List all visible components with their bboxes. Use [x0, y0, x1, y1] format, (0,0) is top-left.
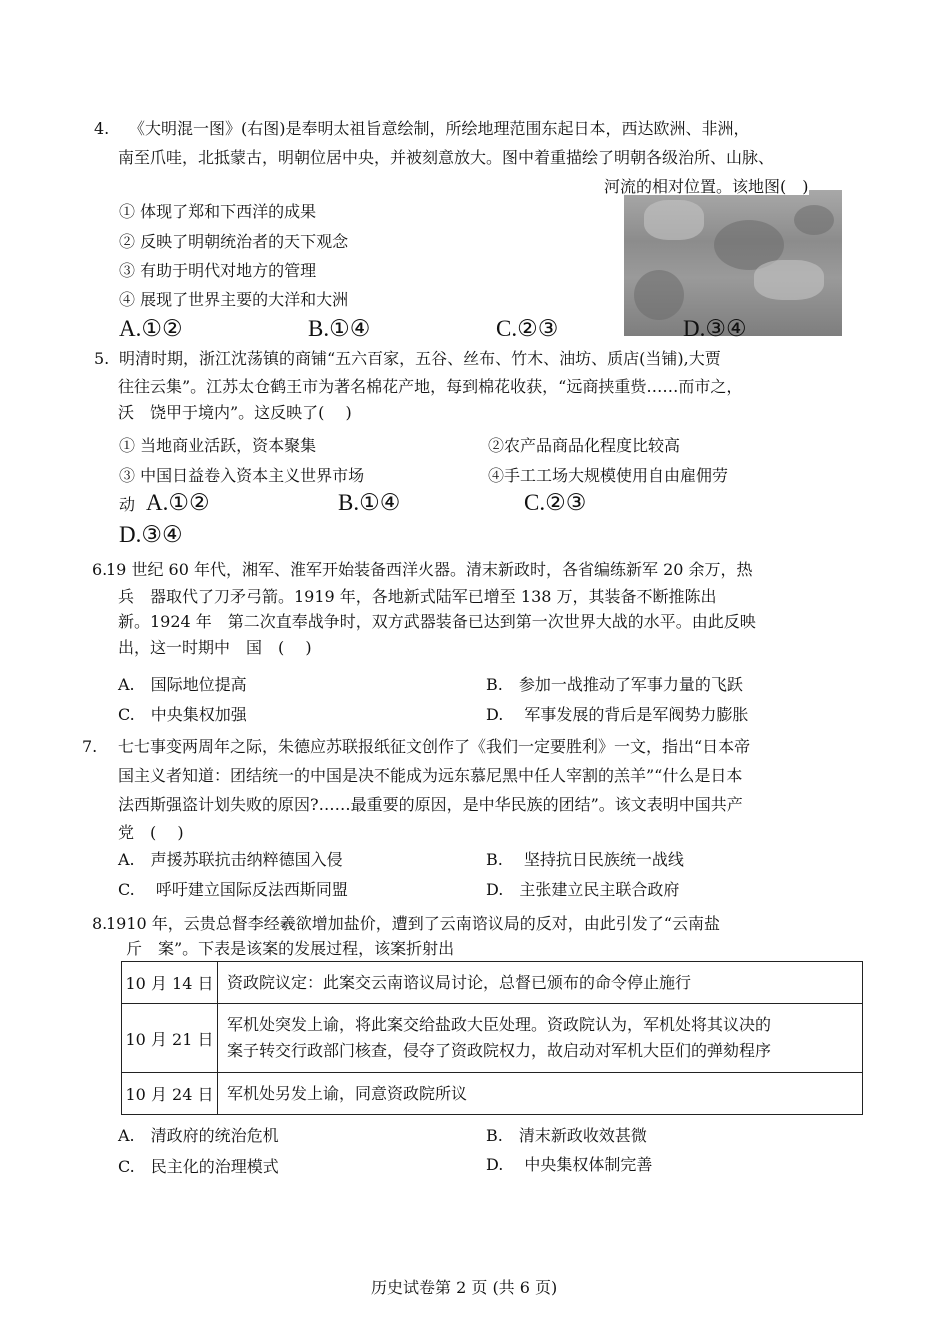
table-row: [122, 962, 863, 1004]
table-date-cell: 10 月 21 日: [122, 1004, 218, 1073]
q8-stem-line2: 斤 案”。下表是该案的发展过程，该案折射出: [126, 939, 455, 958]
q7-option-a[interactable]: A. 声援苏联抗击纳粹德国入侵: [118, 850, 343, 869]
q8-option-d[interactable]: D. 中央集权体制完善: [486, 1155, 653, 1174]
q8-stem-line1: 1910 年，云贵总督李经羲欲增加盐价，遭到了云南谘议局的反对，由此引发了“云南盐: [106, 914, 720, 933]
q4-statement-4: ④ 展现了世界主要的大洋和大洲: [119, 290, 349, 309]
q6-option-c[interactable]: C. 中央集权加强: [118, 705, 247, 724]
table-date-cell: 10 月 14 日: [122, 962, 218, 1004]
q5-stem-line1: 明清时期，浙江沈荡镇的商铺“五六百家，五谷、丝布、竹木、油坊、质店(当铺),大贾: [119, 349, 721, 368]
q4-option-c[interactable]: C.②③: [496, 316, 559, 341]
q7-option-b[interactable]: B. 坚持抗日民族统一战线: [486, 850, 684, 869]
ming-map-image: [624, 190, 842, 336]
q5-option-a[interactable]: A.①②: [146, 490, 210, 515]
q5-stem-line2: 往往云集”。江苏太仓鹤王市为著名棉花产地，每到棉花收获，“远商挟重赀……而市之，: [118, 377, 743, 396]
q7-stem-line4: 党 ( ): [118, 823, 184, 842]
q5-statement-1: ① 当地商业活跃，资本聚集: [119, 436, 317, 455]
q8-option-a[interactable]: A. 清政府的统治危机: [118, 1126, 279, 1145]
q6-option-d[interactable]: D. 军事发展的背后是军阀势力膨胀: [486, 705, 749, 724]
q5-statement-4-tail: 动: [119, 495, 136, 514]
q7-stem-line3: 法西斯强盗计划失败的原因?……最重要的原因，是中华民族的团结”。该文表明中国共产: [118, 795, 743, 814]
q7-number: 7.: [82, 737, 98, 756]
table-event-cell: [218, 1004, 863, 1073]
table-row: [122, 1004, 863, 1073]
q4-stem-line1: 《大明混一图》(右图)是奉明太祖旨意绘制，所绘地理范围东起日本，西达欧洲、非洲，: [129, 119, 750, 138]
q7-stem-line2: 国主义者知道：团结统一的中国是决不能成为远东慕尼黑中任人宰割的羔羊”“什么是日本: [118, 766, 743, 785]
q4-option-b[interactable]: B.①④: [308, 316, 371, 341]
q8-option-c[interactable]: C. 民主化的治理模式: [118, 1157, 279, 1176]
table-event-cell: [218, 1073, 863, 1115]
table-event-line: 军机处另发上谕，同意资政院所议: [227, 1083, 468, 1103]
q5-statement-3: ③ 中国日益卷入资本主义世界市场: [119, 466, 365, 485]
q4-option-a[interactable]: A.①②: [119, 316, 183, 341]
q5-statement-4: ④手工工场大规模使用自由雇佣劳: [488, 466, 729, 485]
q6-stem-line4: 出，这一时期中 国 ( ): [118, 638, 312, 657]
table-row: [122, 1073, 863, 1115]
q6-stem-line3: 新。1924 年 第二次直奉战争时，双方武器装备已达到第一次世界大战的水平。由此反映: [118, 612, 756, 631]
q5-number: 5.: [94, 349, 110, 368]
q4-option-d[interactable]: D.③④: [683, 316, 747, 341]
q7-option-c[interactable]: C. 呼吁建立国际反法西斯同盟: [118, 880, 348, 899]
salt-case-table: [121, 961, 863, 1115]
q4-number: 4.: [94, 119, 110, 138]
q6-stem-line2: 兵 器取代了刀矛弓箭。1919 年，各地新式陆军已增至 138 万，其装备不断推陈出: [118, 587, 717, 606]
table-event-line: 资政院议定：此案交云南谘议局讨论，总督已颁布的命令停止施行: [227, 972, 692, 992]
q5-option-c[interactable]: C.②③: [524, 490, 587, 515]
table-event-cell: [218, 962, 863, 1004]
q5-statement-2: ②农产品商品化程度比较高: [488, 436, 681, 455]
page-footer: 历史试卷第 2 页 (共 6 页): [371, 1278, 558, 1297]
q5-option-b[interactable]: B.①④: [338, 490, 401, 515]
q8-option-b[interactable]: B. 清末新政收效甚微: [486, 1126, 647, 1145]
q6-option-a[interactable]: A. 国际地位提高: [118, 675, 247, 694]
q4-stem-line2: 南至爪哇，北抵蒙古，明朝位居中央，并被刻意放大。图中着重描绘了明朝各级治所、山脉、: [118, 148, 775, 167]
q6-option-b[interactable]: B. 参加一战推动了军事力量的飞跃: [486, 675, 743, 694]
q7-option-d[interactable]: D. 主张建立民主联合政府: [486, 880, 680, 899]
q7-stem-line1: 七七事变两周年之际，朱德应苏联报纸征文创作了《我们一定要胜利》一文，指出“日本帝: [118, 737, 751, 756]
q5-option-d[interactable]: D.③④: [119, 522, 183, 547]
table-event-line: 案子转交行政部门核查，侵夺了资政院权力，故启动对军机大臣们的弹劾程序: [227, 1041, 772, 1060]
q6-number: 6.: [92, 560, 108, 579]
q4-statement-1: ① 体现了郑和下西洋的成果: [119, 202, 317, 221]
q6-stem-line1: 19 世纪 60 年代，湘军、淮军开始装备西洋火器。清末新政时，各省编练新军 20 余万，热: [106, 560, 753, 579]
q4-statement-2: ② 反映了明朝统治者的天下观念: [119, 232, 349, 251]
q4-statement-3: ③ 有助于明代对地方的管理: [119, 261, 317, 280]
table-event-line: 军机处突发上谕，将此案交给盐政大臣处理。资政院认为，军机处将其议决的: [227, 1015, 772, 1034]
q4-stem-line3: 河流的相对位置。该地图( ): [604, 177, 809, 196]
q5-stem-line3: 沃 饶甲于境内”。这反映了( ): [118, 403, 352, 422]
table-date-cell: 10 月 24 日: [122, 1073, 218, 1115]
q8-number: 8.: [92, 914, 108, 933]
